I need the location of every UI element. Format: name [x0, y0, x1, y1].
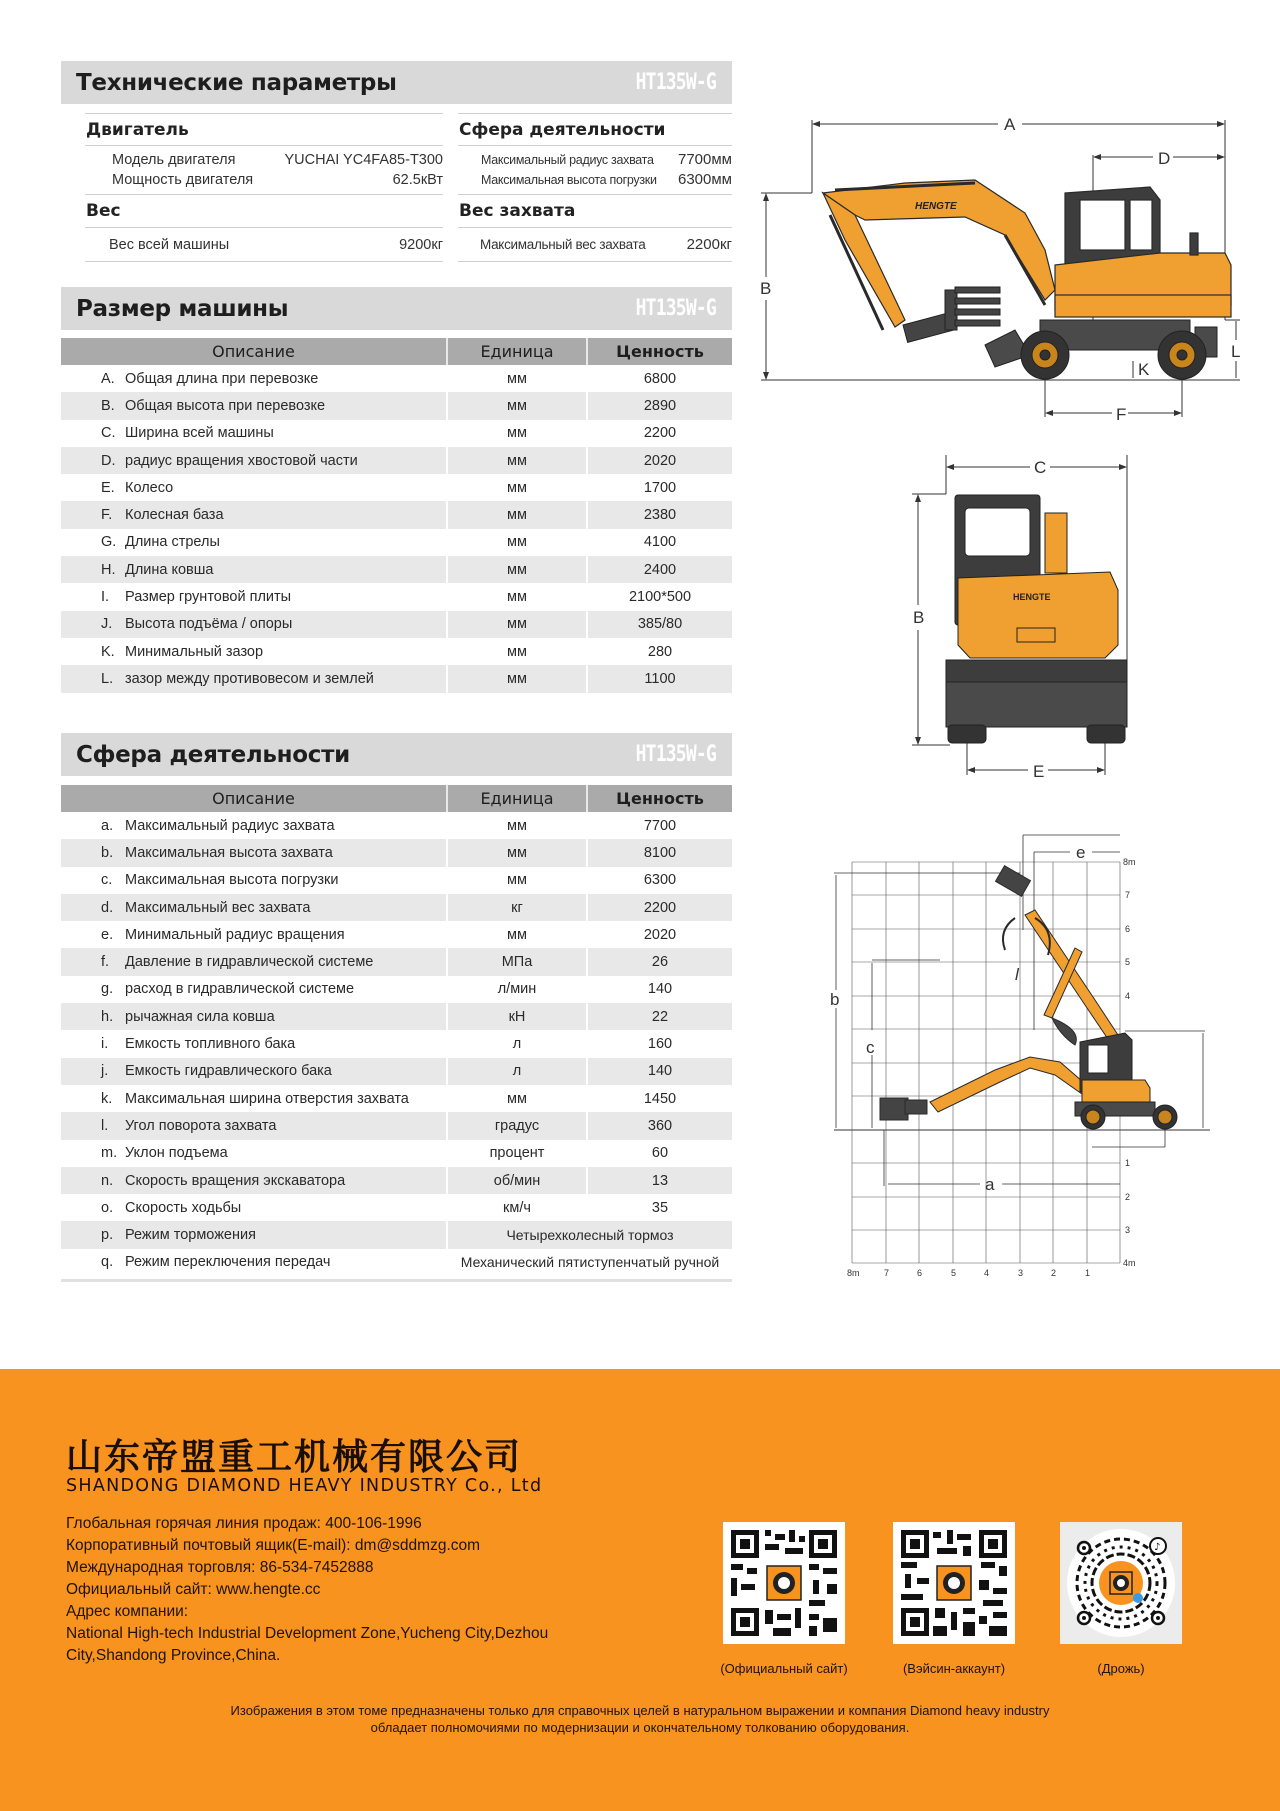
- cell-unit: мм: [447, 611, 587, 638]
- machine-body: [1075, 1033, 1177, 1129]
- cell-unit: мм: [447, 583, 587, 610]
- spec-label: Вес всей машины: [109, 237, 230, 253]
- svg-text:7: 7: [884, 1268, 890, 1278]
- cell-value: 1450: [587, 1085, 732, 1112]
- row-letter: a.: [101, 817, 114, 834]
- cell-unit: мм: [447, 665, 587, 692]
- table-row: [61, 1030, 732, 1057]
- cell-unit: мм: [447, 420, 587, 447]
- raised-arm: [996, 866, 1120, 1045]
- cell-unit: градус: [447, 1112, 587, 1139]
- spec-label: Мощность двигателя: [112, 172, 254, 188]
- cell-description: [61, 1030, 447, 1057]
- qr-code-icon[interactable]: [893, 1522, 1015, 1644]
- table-row: [61, 611, 732, 638]
- weight-rows: [85, 228, 443, 262]
- svg-text:3: 3: [1125, 1225, 1131, 1235]
- spec-label: Максимальный вес захвата: [480, 237, 646, 252]
- svg-text:4: 4: [984, 1268, 990, 1278]
- table-header-row: [61, 785, 732, 812]
- international-trade-phone: Международная торговля: 86-534-7452888: [66, 1559, 374, 1576]
- table-row: [61, 867, 732, 894]
- row-description: Режим торможения: [125, 1227, 256, 1244]
- engine-rows: [85, 146, 443, 195]
- dim-label-E: E: [1033, 762, 1045, 780]
- table-row: [61, 665, 732, 692]
- row-description: расход в гидравлической системе: [125, 981, 355, 998]
- svg-text:3: 3: [1018, 1268, 1024, 1278]
- company-name-chinese: 山东帝盟重工机械有限公司: [66, 1437, 523, 1478]
- cell-value: 8100: [587, 839, 732, 866]
- row-letter: m.: [101, 1145, 118, 1162]
- cell-description: [61, 1085, 447, 1112]
- table-row: [61, 976, 732, 1003]
- group-title-grab-weight: Вес захвата: [458, 195, 732, 228]
- spec-value: 2200кг: [686, 236, 732, 253]
- row-description: Длина ковша: [125, 561, 214, 578]
- cell-description: [61, 948, 447, 975]
- spec-label: Максимальный радиус захвата: [481, 153, 654, 167]
- cell-value: 1700: [587, 474, 732, 501]
- table-row: [61, 839, 732, 866]
- brand-logo-text: HENGTE: [1013, 592, 1051, 602]
- row-letter: i.: [101, 1036, 109, 1053]
- address-label: Адрес компании:: [66, 1603, 189, 1620]
- qr-caption-wechat: (Вэйсин-аккаунт): [902, 1661, 1006, 1676]
- cell-value: 2020: [587, 447, 732, 474]
- table-row: [61, 1167, 732, 1194]
- brand-logo-text: HENGTE: [915, 201, 957, 212]
- cell-description: [61, 921, 447, 948]
- svg-text:6: 6: [1125, 924, 1131, 934]
- row-description: Емкость топливного бака: [125, 1036, 296, 1053]
- row-letter: L.: [101, 670, 114, 687]
- cell-unit: мм: [447, 556, 587, 583]
- cell-unit: л: [447, 1030, 587, 1057]
- contact-info: [66, 1513, 548, 1667]
- website-line[interactable]: Официальный сайт: www.hengte.cc: [66, 1581, 321, 1598]
- cell-description: [61, 1221, 447, 1248]
- cell-value: 60: [587, 1140, 732, 1167]
- cell-value: 2200: [587, 420, 732, 447]
- row-letter: F.: [101, 507, 113, 524]
- table-row: [61, 1221, 732, 1248]
- cell-description: [61, 1167, 447, 1194]
- cell-value: Четырехколесный тормоз: [447, 1221, 732, 1248]
- cell-unit: процент: [447, 1140, 587, 1167]
- cell-description: [61, 474, 447, 501]
- model-badge: HT135W-G: [635, 70, 716, 95]
- cell-value: 140: [587, 1058, 732, 1085]
- cell-value: 35: [587, 1194, 732, 1221]
- section-header-tech-params: [61, 61, 732, 104]
- group-title-engine: Двигатель: [85, 113, 443, 146]
- row-description: Максимальная высота погрузки: [125, 872, 339, 889]
- row-description: Скорость вращения экскаватора: [125, 1172, 346, 1189]
- dim-label-K: K: [1138, 360, 1150, 379]
- cell-description: [61, 638, 447, 665]
- footer: [0, 1369, 1280, 1811]
- row-letter: h.: [101, 1008, 114, 1025]
- cell-value: 2200: [587, 894, 732, 921]
- cell-description: [61, 839, 447, 866]
- row-letter: e.: [101, 926, 114, 943]
- spec-value: 9200кг: [399, 237, 443, 253]
- excavator-undercarriage: [985, 320, 1217, 379]
- cell-value: 160: [587, 1030, 732, 1057]
- cell-unit: мм: [447, 447, 587, 474]
- row-letter: K.: [101, 643, 115, 660]
- section-header-scope: [61, 733, 732, 776]
- table-row: [61, 474, 732, 501]
- table-row: [61, 583, 732, 610]
- dim-label-b: b: [830, 990, 840, 1009]
- row-description: Общая длина при перевозке: [125, 370, 319, 387]
- cell-description: [61, 420, 447, 447]
- row-description: Размер грунтовой плиты: [125, 589, 292, 606]
- table-row: [61, 392, 732, 419]
- dim-label-l: l: [1015, 965, 1019, 984]
- row-letter: j.: [101, 1063, 109, 1080]
- cell-unit: мм: [447, 839, 587, 866]
- column-header-unit: Единица: [447, 785, 587, 812]
- qr-wechat-account[interactable]: [893, 1522, 1015, 1644]
- douyin-code-icon[interactable]: [1060, 1522, 1182, 1644]
- row-letter: E.: [101, 479, 115, 496]
- address-line-2: City,Shandong Province,China.: [66, 1647, 281, 1664]
- table-row: [61, 1003, 732, 1030]
- row-description: Режим переключения передач: [125, 1254, 331, 1271]
- svg-text:4m: 4m: [1123, 1258, 1136, 1268]
- row-description: Длина стрелы: [125, 534, 220, 551]
- row-description: Максимальный радиус захвата: [125, 817, 335, 834]
- cell-unit: мм: [447, 474, 587, 501]
- qr-caption-official-site: (Официальный сайт): [720, 1661, 848, 1676]
- cell-description: [61, 1112, 447, 1139]
- cell-value: 1100: [587, 665, 732, 692]
- side-view-drawing: [755, 105, 1255, 425]
- table-row: [61, 948, 732, 975]
- dim-label-A: A: [1004, 115, 1016, 134]
- tech-params-left-column: [85, 113, 443, 262]
- cell-description: [61, 1249, 447, 1276]
- row-description: Максимальная ширина отверстия захвата: [125, 1090, 409, 1107]
- table-row: [61, 894, 732, 921]
- section-header-machine-size: [61, 287, 732, 330]
- section-title: Сфера деятельности: [76, 741, 350, 768]
- excavator-boom: [823, 180, 1055, 330]
- row-description: Угол поворота захвата: [125, 1117, 277, 1134]
- cell-description: [61, 894, 447, 921]
- row-letter: C.: [101, 425, 116, 442]
- table-row: [61, 1249, 732, 1276]
- table-row: [61, 1140, 732, 1167]
- row-letter: f.: [101, 954, 110, 971]
- cell-unit: л: [447, 1058, 587, 1085]
- dim-label-C: C: [1034, 458, 1047, 477]
- spec-row: [458, 170, 732, 190]
- column-header-description: Описание: [61, 785, 447, 812]
- spec-row: [85, 235, 443, 255]
- row-letter: k.: [101, 1090, 113, 1107]
- cell-unit: км/ч: [447, 1194, 587, 1221]
- row-description: зазор между противовесом и землей: [125, 670, 374, 687]
- svg-text:1: 1: [1085, 1268, 1091, 1278]
- grab-weight-rows: [458, 228, 732, 262]
- dim-label-e: e: [1076, 843, 1086, 862]
- column-header-value: Ценность: [587, 338, 732, 365]
- row-letter: l.: [101, 1117, 109, 1134]
- cell-value: 22: [587, 1003, 732, 1030]
- row-letter: G.: [101, 534, 117, 551]
- cell-description: [61, 1003, 447, 1030]
- spec-row: [458, 150, 732, 170]
- table-row: [61, 447, 732, 474]
- group-title-scope: Сфера деятельности: [458, 113, 732, 146]
- table-row: [61, 420, 732, 447]
- cell-value: 6800: [587, 365, 732, 392]
- svg-text:5: 5: [1125, 957, 1131, 967]
- grapple-icon: [903, 287, 1000, 342]
- svg-text:♪: ♪: [1154, 1542, 1161, 1553]
- spec-label: Модель двигателя: [112, 152, 236, 168]
- disclaimer-line-2: обладает полномочиями по модернизации и окончательному толкованию оборудования.: [370, 1720, 910, 1735]
- row-letter: n.: [101, 1172, 114, 1189]
- spec-value: YUCHAI YC4FA85-T300: [284, 152, 443, 168]
- row-letter: H.: [101, 561, 116, 578]
- cell-description: [61, 1140, 447, 1167]
- row-description: Высота подъёма / опоры: [125, 616, 293, 633]
- row-description: Уклон подъема: [125, 1145, 228, 1162]
- dim-label-a: a: [985, 1175, 995, 1194]
- row-letter: o.: [101, 1199, 114, 1216]
- row-description: Колесная база: [125, 507, 224, 524]
- machine-size-table: [61, 338, 732, 693]
- cell-unit: мм: [447, 1085, 587, 1112]
- row-description: Максимальный вес захвата: [125, 899, 311, 916]
- cell-description: [61, 501, 447, 528]
- row-letter: I.: [101, 589, 110, 606]
- table-row: [61, 1085, 732, 1112]
- dim-label-D: D: [1158, 149, 1171, 168]
- disclaimer: [0, 1702, 1280, 1736]
- row-description: Минимальный зазор: [125, 643, 264, 660]
- cell-value: Механический пятиступенчатый ручной: [447, 1249, 732, 1276]
- cell-description: [61, 1058, 447, 1085]
- table-row: [61, 812, 732, 839]
- cell-description: [61, 529, 447, 556]
- cell-value: 280: [587, 638, 732, 665]
- column-header-unit: Единица: [447, 338, 587, 365]
- cell-unit: МПа: [447, 948, 587, 975]
- cell-unit: мм: [447, 529, 587, 556]
- row-description: Колесо: [125, 479, 174, 496]
- spec-row: [458, 235, 732, 255]
- table-header-row: [61, 338, 732, 365]
- dim-label-c: c: [866, 1038, 875, 1057]
- spec-row: [85, 150, 443, 170]
- svg-text:6: 6: [917, 1268, 923, 1278]
- row-letter: d.: [101, 899, 114, 916]
- dim-label-B: B: [913, 608, 925, 627]
- table-row: [61, 638, 732, 665]
- table-row: [61, 365, 732, 392]
- cell-value: 6300: [587, 867, 732, 894]
- cell-unit: кН: [447, 1003, 587, 1030]
- cell-description: [61, 611, 447, 638]
- cell-description: [61, 665, 447, 692]
- lowered-arm: [880, 1057, 1090, 1120]
- table-row: [61, 921, 732, 948]
- dim-label-F: F: [1116, 405, 1127, 424]
- table-row: [61, 529, 732, 556]
- cell-unit: мм: [447, 921, 587, 948]
- qr-code-icon[interactable]: [723, 1522, 845, 1644]
- table-row: [61, 1194, 732, 1221]
- cell-unit: мм: [447, 392, 587, 419]
- row-letter: g.: [101, 981, 114, 998]
- row-description: Максимальная высота захвата: [125, 844, 333, 861]
- group-title-weight: Вес: [85, 195, 443, 228]
- row-description: Скорость ходьбы: [125, 1199, 242, 1216]
- svg-text:2: 2: [1125, 1192, 1131, 1202]
- row-description: Ширина всей машины: [125, 425, 274, 442]
- cell-value: 360: [587, 1112, 732, 1139]
- column-header-value: Ценность: [587, 785, 732, 812]
- column-header-description: Описание: [61, 338, 447, 365]
- spec-label: Максимальная высота погрузки: [481, 173, 657, 187]
- row-description: радиус вращения хвостовой части: [125, 452, 358, 469]
- row-description: Общая высота при перевозке: [125, 397, 326, 414]
- row-description: Минимальный радиус вращения: [125, 926, 345, 943]
- scope-table: [61, 785, 732, 1276]
- svg-text:2: 2: [1051, 1268, 1057, 1278]
- svg-text:1: 1: [1125, 1158, 1131, 1168]
- svg-text:5: 5: [951, 1268, 957, 1278]
- qr-official-site[interactable]: [723, 1522, 845, 1644]
- cell-description: [61, 556, 447, 583]
- scope-rows: [458, 146, 732, 195]
- section-title: Технические параметры: [76, 69, 397, 96]
- table-row: [61, 556, 732, 583]
- svg-text:7: 7: [1125, 890, 1131, 900]
- cell-value: 2380: [587, 501, 732, 528]
- cell-unit: мм: [447, 638, 587, 665]
- model-badge: HT135W-G: [635, 296, 716, 321]
- cell-description: [61, 447, 447, 474]
- row-letter: q.: [101, 1254, 114, 1271]
- row-description: Емкость гидравлического бака: [125, 1063, 332, 1080]
- cell-unit: л/мин: [447, 976, 587, 1003]
- cell-unit: об/мин: [447, 1167, 587, 1194]
- cell-value: 385/80: [587, 611, 732, 638]
- row-letter: D.: [101, 452, 116, 469]
- cell-description: [61, 1194, 447, 1221]
- spec-value: 62.5кВт: [392, 172, 443, 188]
- cell-description: [61, 365, 447, 392]
- cell-value: 2890: [587, 392, 732, 419]
- table-row: [61, 1112, 732, 1139]
- row-letter: c.: [101, 872, 113, 889]
- dim-label-L: L: [1231, 342, 1241, 361]
- table-row: [61, 1058, 732, 1085]
- row-letter: p.: [101, 1227, 114, 1244]
- cell-description: [61, 976, 447, 1003]
- cell-unit: мм: [447, 501, 587, 528]
- row-description: рычажная сила ковша: [125, 1008, 275, 1025]
- table-bottom-rule: [61, 1279, 732, 1282]
- cell-description: [61, 867, 447, 894]
- cell-unit: мм: [447, 812, 587, 839]
- cell-value: 4100: [587, 529, 732, 556]
- qr-douyin[interactable]: [1060, 1522, 1182, 1644]
- table-row: [61, 501, 732, 528]
- cell-description: [61, 392, 447, 419]
- cell-description: [61, 812, 447, 839]
- cell-unit: мм: [447, 365, 587, 392]
- svg-text:4: 4: [1125, 991, 1131, 1001]
- row-letter: J.: [101, 616, 113, 633]
- cell-unit: кг: [447, 894, 587, 921]
- cell-value: 7700: [587, 812, 732, 839]
- spec-row: [85, 170, 443, 190]
- qr-caption-douyin: (Дрожь): [1097, 1661, 1145, 1676]
- cell-value: 13: [587, 1167, 732, 1194]
- svg-text:8m: 8m: [1123, 857, 1136, 867]
- excavator-body: [1055, 187, 1231, 317]
- company-name-english: SHANDONG DIAMOND HEAVY INDUSTRY Co., Ltd: [66, 1476, 543, 1496]
- svg-text:8m: 8m: [847, 1268, 860, 1278]
- section-title: Размер машины: [76, 295, 289, 322]
- row-letter: B.: [101, 397, 115, 414]
- working-range-chart: [820, 830, 1220, 1280]
- cell-value: 2100*500: [587, 583, 732, 610]
- rear-view-drawing: [900, 450, 1150, 780]
- row-letter: A.: [101, 370, 115, 387]
- row-letter: b.: [101, 844, 114, 861]
- cell-value: 2400: [587, 556, 732, 583]
- cell-value: 140: [587, 976, 732, 1003]
- dim-label-B: B: [760, 279, 772, 298]
- email-line[interactable]: Корпоративный почтовый ящик(E-mail): dm@sddmzg.com: [66, 1537, 481, 1554]
- cell-value: 26: [587, 948, 732, 975]
- cell-value: 2020: [587, 921, 732, 948]
- model-badge: HT135W-G: [635, 742, 716, 767]
- sales-hotline: Глобальная горячая линия продаж: 400-106-1996: [66, 1515, 422, 1532]
- row-description: Давление в гидравлической системе: [125, 954, 374, 971]
- spec-value: 7700мм: [678, 151, 732, 168]
- spec-value: 6300мм: [678, 171, 732, 188]
- address-line-1: National High-tech Industrial Development Zone,Yucheng City,Dezhou: [66, 1625, 549, 1642]
- cell-description: [61, 583, 447, 610]
- disclaimer-line-1: Изображения в этом томе предназначены только для справочных целей в натуральном выражении и компания Diamond heavy industry: [230, 1703, 1050, 1718]
- cell-unit: мм: [447, 867, 587, 894]
- tech-params-right-column: [458, 113, 732, 262]
